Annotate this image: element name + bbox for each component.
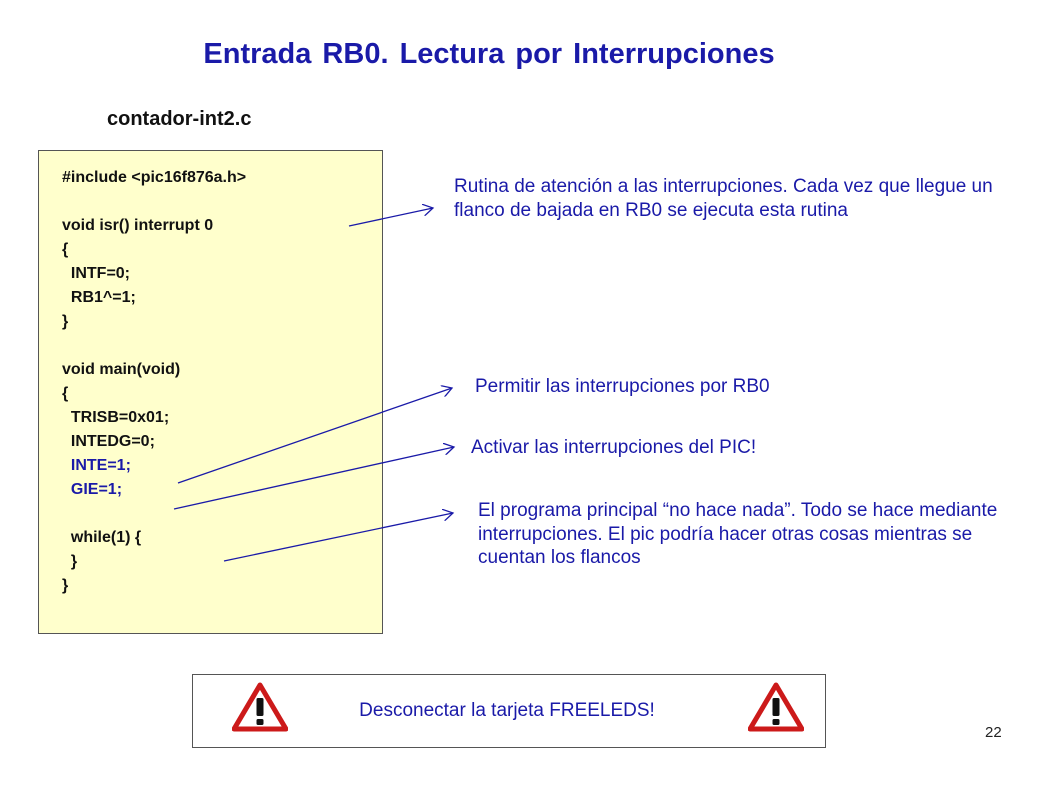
note-main: El programa principal “no hace nada”. Todo se hace mediante interrupciones. El pic podría hacer otras cosas mientras se cuentan los flancos <box>478 500 998 568</box>
page-number: 22 <box>985 724 1002 741</box>
arrow-main <box>224 513 453 561</box>
code-line: RB1^=1; <box>62 289 136 306</box>
code-line: INTEDG=0; <box>62 433 155 450</box>
code-line: { <box>62 385 69 402</box>
slide-title: Entrada RB0. Lectura por Interrupciones <box>203 38 775 70</box>
note-isr: Rutina de atención a las interrupciones. Cada vez que llegue un flanco de bajada en RB0 se ejecuta esta rutina <box>454 176 993 221</box>
code-line: #include <pic16f876a.h> <box>62 169 247 186</box>
code-line: void isr() interrupt 0 <box>62 217 214 234</box>
arrow-gie <box>174 447 454 509</box>
code-line-highlighted: INTE=1; <box>62 457 131 474</box>
code-line: { <box>62 241 69 258</box>
code-line-highlighted: GIE=1; <box>62 481 123 498</box>
code-line: TRISB=0x01; <box>62 409 170 426</box>
code-line: } <box>62 313 69 330</box>
warning-triangle-icon <box>748 682 804 732</box>
arrow-isr <box>349 208 433 226</box>
note-inte: Permitir las interrupciones por RB0 <box>475 376 770 397</box>
warning-text: Desconectar la tarjeta FREELEDS! <box>359 700 655 721</box>
note-gie: Activar las interrupciones del PIC! <box>471 437 757 458</box>
arrow-inte <box>178 388 452 483</box>
code-line: } <box>62 553 78 570</box>
code-line: while(1) { <box>62 529 142 546</box>
code-line: } <box>62 577 69 594</box>
filename-label: contador-int2.c <box>107 108 252 130</box>
code-line: INTF=0; <box>62 265 131 282</box>
code-line: void main(void) <box>62 361 181 378</box>
